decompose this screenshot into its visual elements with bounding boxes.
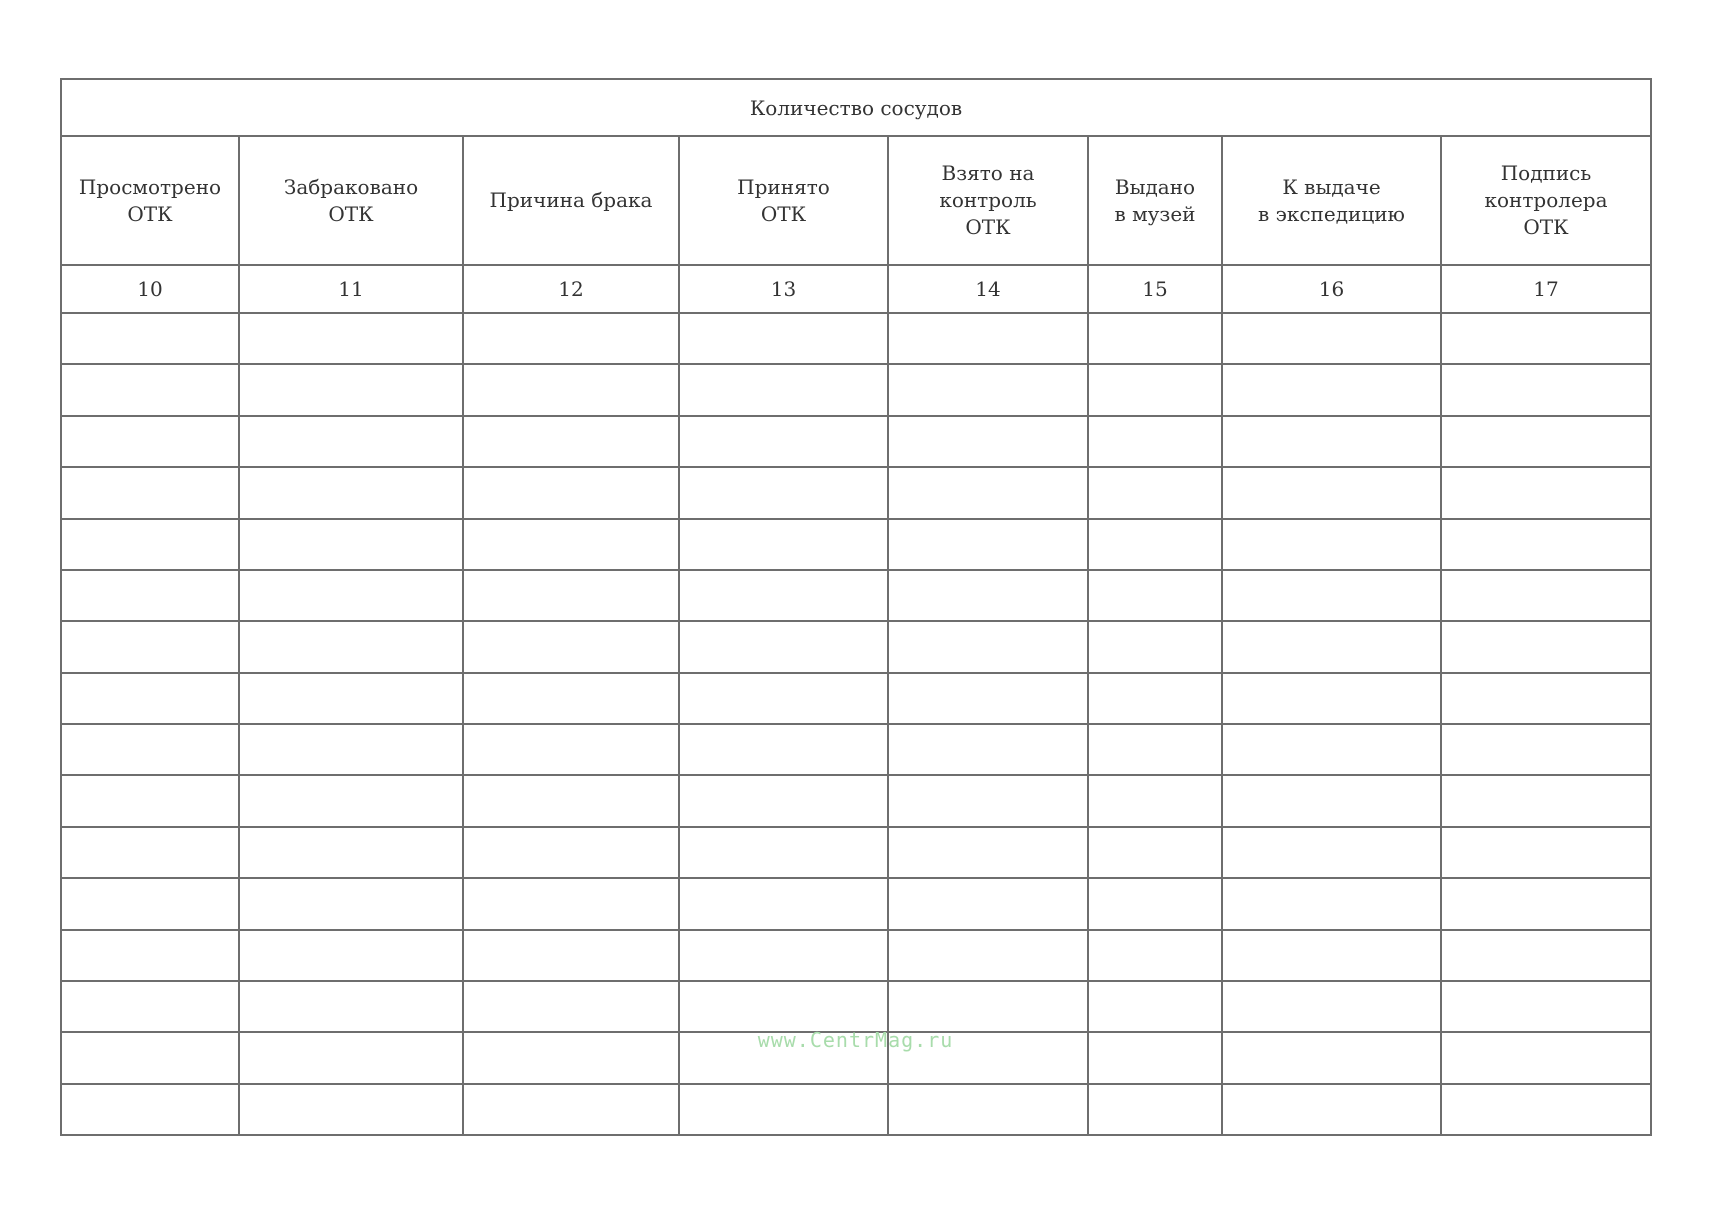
table-cell <box>679 621 888 672</box>
table-cell <box>888 673 1088 724</box>
table-cell <box>679 724 888 775</box>
table-cell <box>888 313 1088 364</box>
table-cell <box>61 519 239 570</box>
table-cell <box>1441 1084 1651 1135</box>
table-cell <box>888 467 1088 518</box>
table-row <box>61 775 1651 826</box>
table-cell <box>1222 467 1441 518</box>
table-row <box>61 416 1651 467</box>
table-cell <box>463 981 679 1032</box>
table-cell <box>61 878 239 929</box>
table-cell <box>239 313 463 364</box>
table-cell <box>239 1084 463 1135</box>
table-cell <box>1222 827 1441 878</box>
column-header: Причина брака <box>463 136 679 265</box>
column-number: 16 <box>1222 265 1441 313</box>
table-cell <box>888 570 1088 621</box>
column-number-row <box>61 265 1651 313</box>
column-header: К выдаче в экспедицию <box>1222 136 1441 265</box>
column-header: Принято ОТК <box>679 136 888 265</box>
table-title: Количество сосудов <box>61 79 1651 136</box>
table-cell <box>463 930 679 981</box>
table-cell <box>1441 570 1651 621</box>
table-cell <box>1222 673 1441 724</box>
table-cell <box>1088 724 1222 775</box>
table-cell <box>679 570 888 621</box>
table-cell <box>239 775 463 826</box>
table-cell <box>1222 364 1441 415</box>
table-cell <box>61 673 239 724</box>
table-cell <box>239 519 463 570</box>
table-cell <box>1441 313 1651 364</box>
column-header: Подпись контролера ОТК <box>1441 136 1651 265</box>
table-cell <box>1088 930 1222 981</box>
table-cell <box>463 775 679 826</box>
table-cell <box>1222 1084 1441 1135</box>
table-cell <box>1222 313 1441 364</box>
vessel-count-table <box>60 78 1652 1136</box>
table-cell <box>1441 519 1651 570</box>
table-cell <box>61 621 239 672</box>
table-cell <box>239 467 463 518</box>
table-cell <box>1222 519 1441 570</box>
table-cell <box>61 1084 239 1135</box>
table-cell <box>61 775 239 826</box>
table-cell <box>239 724 463 775</box>
table-cell <box>1222 878 1441 929</box>
table-cell <box>1441 621 1651 672</box>
column-header: Просмотрено ОТК <box>61 136 239 265</box>
table-cell <box>239 364 463 415</box>
table-row <box>61 621 1651 672</box>
table-cell <box>61 416 239 467</box>
table-cell <box>1222 621 1441 672</box>
column-number: 15 <box>1088 265 1222 313</box>
table-cell <box>1222 930 1441 981</box>
table-cell <box>1441 467 1651 518</box>
table-cell <box>1088 673 1222 724</box>
table-cell <box>239 621 463 672</box>
table-cell <box>888 827 1088 878</box>
column-number: 14 <box>888 265 1088 313</box>
table-cell <box>888 981 1088 1032</box>
table-row <box>61 364 1651 415</box>
table-cell <box>679 930 888 981</box>
table-cell <box>888 416 1088 467</box>
table-cell <box>1222 724 1441 775</box>
table-cell <box>1088 519 1222 570</box>
table-cell <box>1222 981 1441 1032</box>
table-cell <box>888 878 1088 929</box>
table-cell <box>1088 827 1222 878</box>
table-cell <box>1088 313 1222 364</box>
table-cell <box>61 364 239 415</box>
table-cell <box>463 1084 679 1135</box>
table-row <box>61 930 1651 981</box>
table-cell <box>239 827 463 878</box>
table-cell <box>239 981 463 1032</box>
table-cell <box>61 570 239 621</box>
column-header: Забраковано ОТК <box>239 136 463 265</box>
table-cell <box>888 519 1088 570</box>
column-number: 11 <box>239 265 463 313</box>
table-cell <box>1088 570 1222 621</box>
table-cell <box>888 1084 1088 1135</box>
table-row <box>61 570 1651 621</box>
table-row <box>61 827 1651 878</box>
table-cell <box>1441 416 1651 467</box>
table-cell <box>1088 467 1222 518</box>
table-cell <box>463 878 679 929</box>
table-cell <box>1441 981 1651 1032</box>
table-cell <box>61 724 239 775</box>
table-cell <box>463 621 679 672</box>
watermark: www.CentrMag.ru <box>757 1028 954 1052</box>
table-row <box>61 1084 1651 1135</box>
table-cell <box>463 313 679 364</box>
table-cell <box>679 878 888 929</box>
table-cell <box>888 775 1088 826</box>
table-cell <box>463 724 679 775</box>
table-cell <box>679 416 888 467</box>
table-row <box>61 467 1651 518</box>
table-row <box>61 724 1651 775</box>
table-cell <box>239 673 463 724</box>
table-cell <box>239 570 463 621</box>
table-cell <box>463 519 679 570</box>
table-cell <box>1441 930 1651 981</box>
form-sheet <box>60 78 1650 1136</box>
table-cell <box>1441 673 1651 724</box>
table-cell <box>888 364 1088 415</box>
table-cell <box>239 416 463 467</box>
table-cell <box>61 930 239 981</box>
table-row <box>61 313 1651 364</box>
table-row <box>61 981 1651 1032</box>
table-cell <box>679 364 888 415</box>
table-cell <box>1222 416 1441 467</box>
table-cell <box>888 930 1088 981</box>
table-row <box>61 878 1651 929</box>
column-number: 10 <box>61 265 239 313</box>
table-cell <box>1441 827 1651 878</box>
table-cell <box>679 827 888 878</box>
table-cell <box>679 467 888 518</box>
table-cell <box>1088 364 1222 415</box>
table-cell <box>679 313 888 364</box>
table-cell <box>463 416 679 467</box>
table-cell <box>61 467 239 518</box>
table-cell <box>679 981 888 1032</box>
table-cell <box>1088 1084 1222 1135</box>
column-number: 12 <box>463 265 679 313</box>
table-cell <box>1441 775 1651 826</box>
table-cell <box>1222 775 1441 826</box>
table-cell <box>1088 878 1222 929</box>
table-cell <box>463 673 679 724</box>
table-cell <box>888 724 1088 775</box>
column-header: Взято на контроль ОТК <box>888 136 1088 265</box>
table-cell <box>463 467 679 518</box>
column-number: 13 <box>679 265 888 313</box>
table-cell <box>1441 878 1651 929</box>
table-row <box>61 519 1651 570</box>
table-cell <box>1222 570 1441 621</box>
table-cell <box>239 878 463 929</box>
table-row <box>61 673 1651 724</box>
table-cell <box>679 1084 888 1135</box>
table-cell <box>1441 364 1651 415</box>
table-cell <box>679 519 888 570</box>
table-cell <box>463 570 679 621</box>
table-body <box>61 313 1651 1135</box>
table-cell <box>1088 416 1222 467</box>
column-header: Выдано в музей <box>1088 136 1222 265</box>
title-row <box>61 79 1651 136</box>
table-cell <box>239 930 463 981</box>
header-row <box>61 136 1651 265</box>
table-cell <box>888 621 1088 672</box>
table-cell <box>1441 724 1651 775</box>
table-cell <box>1088 981 1222 1032</box>
table-cell <box>61 827 239 878</box>
table-cell <box>679 673 888 724</box>
table-cell <box>1088 775 1222 826</box>
table-cell <box>1088 621 1222 672</box>
column-number: 17 <box>1441 265 1651 313</box>
table-cell <box>679 775 888 826</box>
table-cell <box>463 364 679 415</box>
table-cell <box>61 313 239 364</box>
table-cell <box>61 981 239 1032</box>
table-cell <box>463 827 679 878</box>
